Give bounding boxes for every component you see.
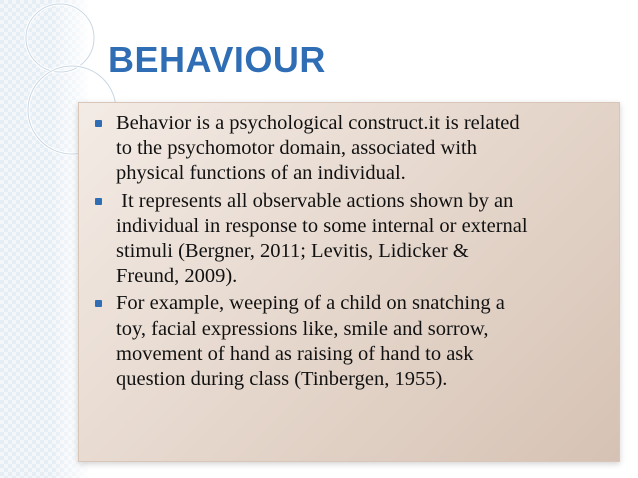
bullet-line: Freund, 2009).: [116, 265, 238, 288]
bullet-line: individual in response to some internal or external: [116, 214, 528, 237]
bullet-line: It represents all observable actions shown by an: [116, 189, 514, 212]
bullet-item: [95, 189, 605, 290]
square-bullet-icon: [95, 300, 102, 307]
square-bullet-icon: [95, 198, 102, 205]
bullet-line: physical functions of an individual.: [116, 162, 406, 185]
slide-title: BEHAVIOUR: [108, 39, 326, 80]
bullet-item: [95, 111, 605, 187]
content-box: [78, 102, 620, 462]
bullet-list: [95, 111, 605, 392]
bullet-line: For example, weeping of a child on snatching a: [116, 292, 505, 315]
bullet-line: toy, facial expressions like, smile and sorrow,: [116, 317, 489, 340]
bullet-line: question during class (Tinbergen, 1955).: [116, 368, 448, 391]
bullet-line: Behavior is a psychological construct.it is related: [116, 112, 520, 134]
bullet-line: stimuli (Bergner, 2011; Levitis, Lidicker &: [116, 240, 469, 263]
square-bullet-icon: [95, 120, 102, 127]
bullet-line: to the psychomotor domain, associated with: [116, 137, 477, 160]
bullet-item: [95, 291, 605, 392]
bullet-line: movement of hand as raising of hand to ask: [116, 342, 474, 365]
